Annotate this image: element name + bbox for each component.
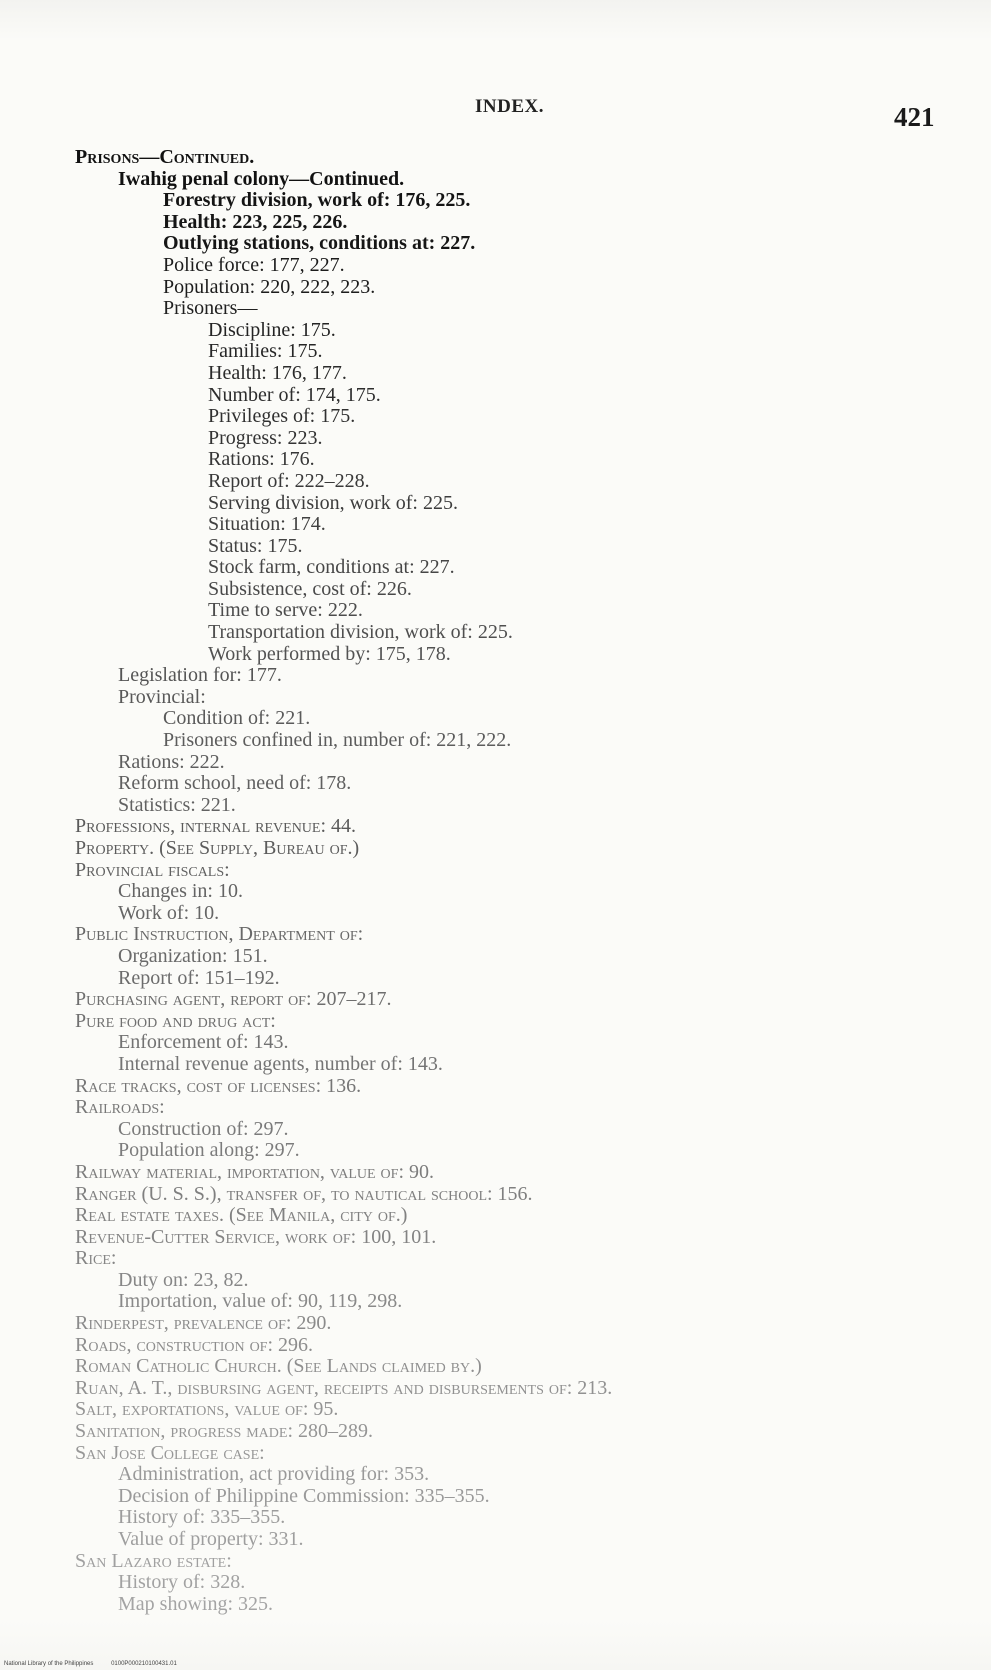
index-entry: Work performed by: 175, 178. xyxy=(208,642,451,665)
index-entry: Legislation for: 177. xyxy=(118,664,282,687)
index-entries xyxy=(75,147,955,1615)
index-entry: Report of: 151–192. xyxy=(118,966,280,989)
index-entry: Forestry division, work of: 176, 225. xyxy=(163,189,471,212)
index-entry: Ranger (U. S. S.), transfer of, to nautical school: 156. xyxy=(75,1182,533,1205)
index-entry: Rinderpest, prevalence of: 290. xyxy=(75,1312,332,1335)
running-head: INDEX. xyxy=(475,96,544,117)
index-entry: Organization: 151. xyxy=(118,944,268,967)
index-entry: Prisoners confined in, number of: 221, 222. xyxy=(163,729,512,752)
index-entry: San Lazaro estate: xyxy=(75,1549,232,1572)
index-entry: Status: 175. xyxy=(208,534,303,557)
index-entry: Real estate taxes. (See Manila, city of.) xyxy=(75,1204,408,1227)
index-entry: Revenue-Cutter Service, work of: 100, 101. xyxy=(75,1225,437,1248)
index-entry: Roads, construction of: 296. xyxy=(75,1333,314,1356)
index-entry: Privileges of: 175. xyxy=(208,405,356,428)
index-entry: Railroads: xyxy=(75,1096,165,1119)
index-entry: Rice: xyxy=(75,1247,117,1270)
index-entry: Race tracks, cost of licenses: 136. xyxy=(75,1074,362,1097)
index-entry: Duty on: 23, 82. xyxy=(118,1268,249,1291)
index-entry: Purchasing agent, report of: 207–217. xyxy=(75,988,392,1011)
index-entry: Number of: 174, 175. xyxy=(208,383,381,406)
index-entry: History of: 335–355. xyxy=(118,1506,286,1529)
index-entry: Progress: 223. xyxy=(208,426,323,449)
index-entry: Rations: 176. xyxy=(208,448,315,471)
index-entry: Serving division, work of: 225. xyxy=(208,491,458,514)
index-entry: San Jose College case: xyxy=(75,1441,265,1464)
index-entry: Value of property: 331. xyxy=(118,1528,304,1550)
footer-code: 0100P000210100431.01 xyxy=(111,1661,177,1667)
index-entry: Salt, exportations, value of: 95. xyxy=(75,1398,339,1421)
index-entry: Health: 176, 177. xyxy=(208,361,347,384)
index-entry: Pure food and drug act: xyxy=(75,1009,276,1032)
index-entry: Reform school, need of: 178. xyxy=(118,772,352,795)
index-entry: Railway material, importation, value of: 90. xyxy=(75,1160,435,1183)
index-entry: Work of: 10. xyxy=(118,901,220,924)
index-entry: Map showing: 325. xyxy=(118,1592,273,1615)
index-entry: Construction of: 297. xyxy=(118,1117,289,1140)
scan-footer xyxy=(4,1661,193,1667)
index-entry: Provincial: xyxy=(118,685,206,708)
index-entry: Enforcement of: 143. xyxy=(118,1031,289,1054)
index-entry: Families: 175. xyxy=(208,340,323,363)
index-entry: Statistics: 221. xyxy=(118,793,236,816)
index-entry: Ruan, A. T., disbursing agent, receipts and disbursements of: 213. xyxy=(75,1376,613,1399)
index-entry: Importation, value of: 90, 119, 298. xyxy=(118,1290,403,1313)
index-entry: Administration, act providing for: 353. xyxy=(118,1463,430,1486)
index-entry: Iwahig penal colony—Continued. xyxy=(118,167,405,190)
footer-library: National Library of the Philippines xyxy=(4,1661,94,1667)
index-entry: Professions, internal revenue: 44. xyxy=(75,815,357,838)
page-number: 421 xyxy=(894,102,935,132)
index-entry: Public Instruction, Department of: xyxy=(75,923,364,946)
index-entry: Discipline: 175. xyxy=(208,318,336,341)
index-entry: Transportation division, work of: 225. xyxy=(208,621,513,644)
index-entry: Condition of: 221. xyxy=(163,707,311,730)
index-entry: Provincial fiscals: xyxy=(75,858,230,881)
index-entry: Report of: 222–228. xyxy=(208,469,370,492)
index-entry: Prisons—Continued. xyxy=(75,146,255,168)
index-entry: Roman Catholic Church. (See Lands claimed by.) xyxy=(75,1355,482,1378)
index-entry: Subsistence, cost of: 226. xyxy=(208,577,412,600)
index-entry: Changes in: 10. xyxy=(118,880,243,903)
index-entry: Police force: 177, 227. xyxy=(163,253,345,276)
index-entry: Population along: 297. xyxy=(118,1139,300,1162)
index-entry: Property. (See Supply, Bureau of.) xyxy=(75,837,360,859)
index-entry: Rations: 222. xyxy=(118,750,225,773)
index-entry: Population: 220, 222, 223. xyxy=(163,275,376,298)
index-entry: Stock farm, conditions at: 227. xyxy=(208,556,455,579)
index-entry: Decision of Philippine Commission: 335–355. xyxy=(118,1484,490,1507)
index-entry: Sanitation, progress made: 280–289. xyxy=(75,1420,374,1443)
index-entry: Internal revenue agents, number of: 143. xyxy=(118,1052,443,1075)
index-entry: Situation: 174. xyxy=(208,513,326,536)
index-entry: Time to serve: 222. xyxy=(208,599,363,622)
index-entry: Prisoners— xyxy=(163,297,258,320)
index-entry: Health: 223, 225, 226. xyxy=(163,210,348,233)
index-entry: History of: 328. xyxy=(118,1571,246,1594)
index-entry: Outlying stations, conditions at: 227. xyxy=(163,232,476,255)
